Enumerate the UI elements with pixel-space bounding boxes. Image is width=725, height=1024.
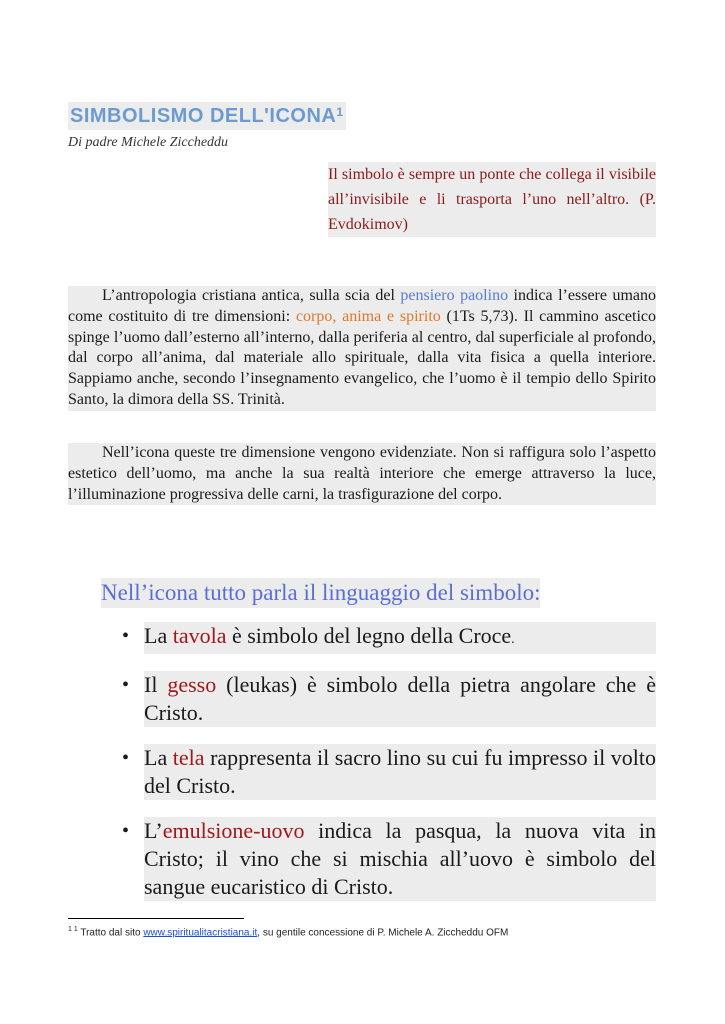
- list-item-end: .: [511, 632, 515, 647]
- epigraph-quote: [328, 162, 656, 237]
- list-item-text: [144, 671, 656, 727]
- footnote-separator: [68, 918, 244, 919]
- document-title: [68, 102, 346, 130]
- list-item-post: indica la pasqua, la nuova vita in Cristo; il vino che si mischia all’uovo è simbolo del sangue eucaristico di Cristo.: [144, 818, 656, 899]
- paragraph1-part3: (1Ts 5,73). Il cammino ascetico spinge l’uomo dall’esterno all’interno, dalla periferia al centro, dal superficiale al profondo, dal corpo all’anima, dal materiale allo spirituale, dalla vita fisica a quella interiore. Sappiamo anche, secondo l’insegnamento evangelico, che l’uomo è il tempio dello Spirito Santo, la dimora della SS. Trinità.: [68, 307, 657, 408]
- bullet-icon: •: [122, 674, 130, 696]
- paragraph-anthropology: [68, 286, 656, 411]
- paragraph1-part2: indica l’essere umano come costituito di tre dimensioni:: [68, 287, 656, 325]
- list-item-term: gesso: [167, 672, 217, 697]
- paragraph1-part1: L’antropologia cristiana antica, sulla scia del: [102, 287, 401, 304]
- list-item-pre: La: [144, 623, 173, 648]
- footnote-ref: 1 1: [68, 926, 78, 933]
- footnote-pre: Tratto dal sito: [77, 927, 144, 939]
- quote-author: (P. Evdokimov): [328, 191, 657, 233]
- paragraph1-highlight-dimensions: corpo, anima e spirito: [295, 307, 441, 325]
- list-item: [120, 622, 656, 654]
- list-item-term: emulsione-uovo: [162, 818, 305, 843]
- symbols-heading: Nell’icona tutto parla il linguaggio del simbolo:: [101, 578, 540, 608]
- list-item-pre: L’: [144, 818, 163, 843]
- paragraph-icon-dimensions: Nell’icona queste tre dimensione vengono evidenziate. Non si raffigura solo l’aspetto estetico dell’uomo, ma anche la sua realtà interiore che emerge attraverso la luce, l’illuminazione progressiva delle carni, la trasfigurazione del corpo.: [68, 443, 656, 505]
- title-footnote-ref[interactable]: 1: [336, 105, 344, 119]
- bullet-icon: •: [122, 747, 130, 769]
- footnote-link[interactable]: www.spiritualitacristiana.it: [143, 927, 258, 939]
- bullet-icon: •: [122, 625, 130, 647]
- list-item-post: rappresenta il sacro lino su cui fu impresso il volto del Cristo.: [144, 745, 657, 798]
- list-item-text: [144, 817, 656, 901]
- list-item-post: (leukas) è simbolo della pietra angolare che è Cristo.: [144, 672, 656, 725]
- paragraph1-highlight-pauline: pensiero paolino: [400, 287, 509, 304]
- list-item-post: è simbolo del legno della Croce: [226, 623, 512, 648]
- quote-text: Il simbolo è sempre un ponte che collega il visibile all’invisibile e li trasporta l’uno nell’altro.: [328, 166, 656, 208]
- author-line: Di padre Michele Ziccheddu: [68, 135, 229, 150]
- list-item-pre: Il: [144, 672, 168, 697]
- list-item: [120, 671, 656, 727]
- list-item-term: tavola: [172, 623, 227, 648]
- list-item: [120, 744, 656, 800]
- footnote: [68, 926, 508, 938]
- list-item-term: tela: [172, 745, 205, 770]
- list-item: [120, 817, 656, 901]
- title-text: SIMBOLISMO DELL'ICONA: [70, 105, 337, 127]
- symbols-list: [120, 622, 656, 918]
- list-item-text: [144, 744, 656, 800]
- list-item-pre: La: [144, 745, 173, 770]
- footnote-post: , su gentile concessione di P. Michele A. Ziccheddu OFM: [257, 927, 509, 939]
- list-item-text: [144, 622, 656, 654]
- bullet-icon: •: [122, 820, 130, 842]
